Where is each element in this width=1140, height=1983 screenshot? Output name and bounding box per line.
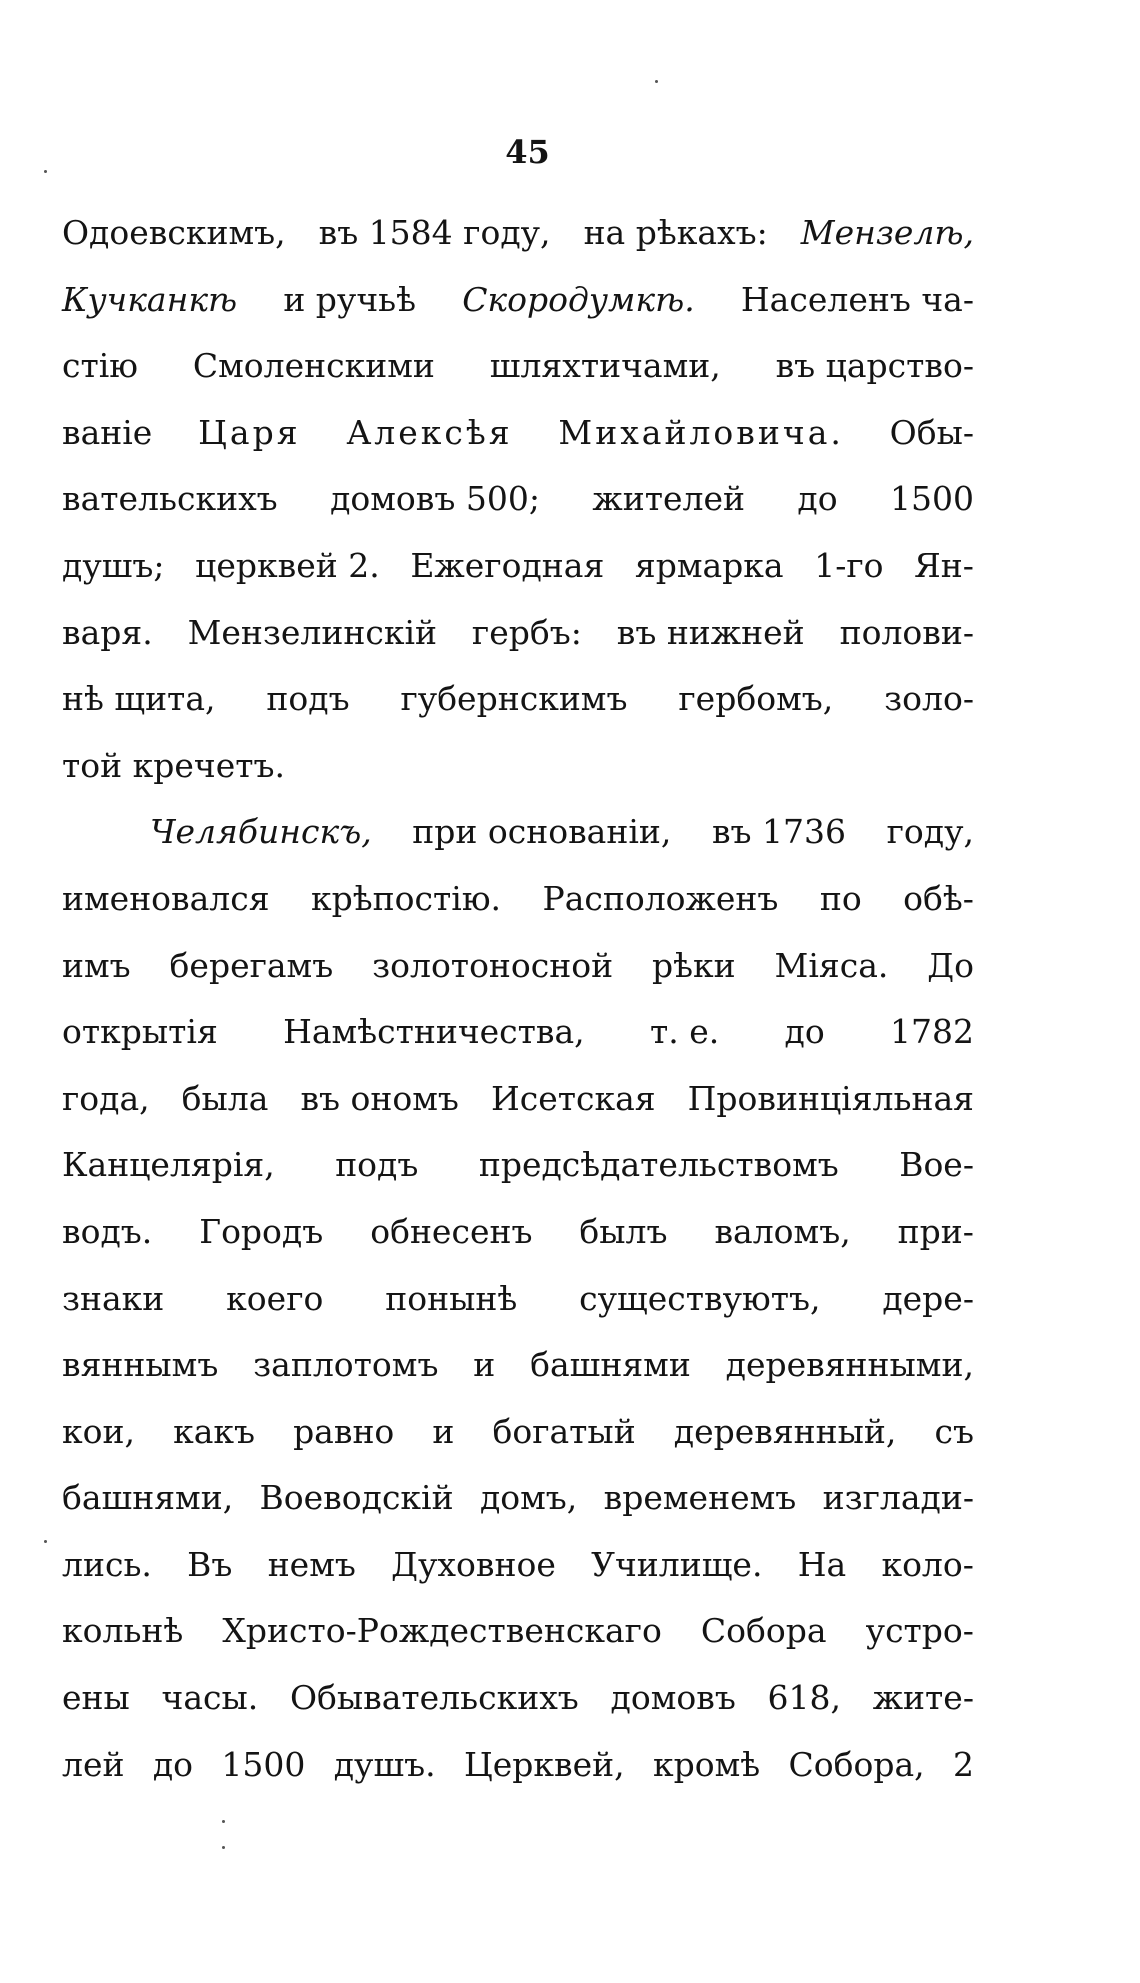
text-segment: жите- xyxy=(872,1678,974,1718)
text-segment: въ нижней xyxy=(616,612,805,652)
text-segment: домовъ 500; xyxy=(330,479,540,519)
text-segment: Собора xyxy=(700,1611,827,1651)
text-segment: какъ xyxy=(173,1411,255,1451)
text-segment: душъ; xyxy=(62,545,165,585)
text-line xyxy=(62,799,974,866)
text-segment: башнями xyxy=(530,1345,691,1385)
text-segment: и xyxy=(432,1411,455,1451)
text-segment: ены xyxy=(62,1678,130,1718)
text-line xyxy=(62,1266,974,1333)
text-segment: рѣки xyxy=(652,945,736,985)
text-segment: золотоносной xyxy=(372,945,614,985)
text-line xyxy=(62,1132,974,1199)
text-line xyxy=(62,1066,974,1133)
text-segment: въ ономъ xyxy=(300,1078,459,1118)
text-segment: до xyxy=(152,1744,194,1784)
text-segment: 2 xyxy=(952,1744,974,1784)
text-segment: при основаніи, xyxy=(412,812,672,852)
body-text xyxy=(62,200,974,1798)
text-line xyxy=(62,1199,974,1266)
text-segment: лись. xyxy=(62,1544,152,1584)
text-segment: Церквей, xyxy=(463,1744,625,1784)
text-segment: ваніе xyxy=(62,412,153,452)
page-number: 45 xyxy=(505,133,550,171)
text-segment: Училище. xyxy=(591,1544,763,1584)
italic-name: Челябинскъ, xyxy=(150,812,372,852)
text-segment: башнями, xyxy=(62,1478,234,1518)
text-line xyxy=(62,866,974,933)
text-segment: До xyxy=(927,945,974,985)
text-segment: Христо-Рождественскаго xyxy=(222,1611,662,1651)
text-segment: и ручьѣ xyxy=(283,279,417,319)
text-segment: въ царство- xyxy=(775,346,974,386)
text-segment: Ежегодная xyxy=(410,545,605,585)
text-segment: подъ xyxy=(335,1145,419,1185)
text-segment: деревянными, xyxy=(725,1345,974,1385)
text-segment: коло- xyxy=(881,1544,974,1584)
text-segment: коего xyxy=(226,1278,324,1318)
text-segment: Міяса. xyxy=(774,945,889,985)
text-segment: Исетская xyxy=(490,1078,656,1118)
text-segment: домовъ xyxy=(610,1678,736,1718)
text-segment: 1500 xyxy=(889,479,974,519)
text-segment: лей xyxy=(62,1744,125,1784)
text-line xyxy=(62,1665,974,1732)
text-segment: немъ xyxy=(267,1544,356,1584)
text-segment: 1-го xyxy=(814,545,884,585)
text-segment: понынѣ xyxy=(385,1278,518,1318)
text-segment: губернскимъ xyxy=(400,679,628,719)
text-segment: Канцелярія, xyxy=(62,1145,275,1185)
text-segment: той кречетъ. xyxy=(62,745,285,785)
text-segment: изглади- xyxy=(822,1478,974,1518)
text-segment: Воеводскій xyxy=(259,1478,454,1518)
text-segment: кольнѣ xyxy=(62,1611,184,1651)
text-segment: и xyxy=(473,1345,496,1385)
text-segment: году, xyxy=(886,812,974,852)
text-line xyxy=(62,933,974,1000)
text-segment: подъ xyxy=(266,679,350,719)
text-segment: была xyxy=(181,1078,269,1118)
text-segment: существуютъ, xyxy=(579,1278,821,1318)
text-segment: вяннымъ xyxy=(62,1345,219,1385)
text-segment: водъ. xyxy=(62,1211,153,1251)
text-segment: Расположенъ xyxy=(542,878,779,918)
text-segment: кои, xyxy=(62,1411,135,1451)
text-segment: жителей xyxy=(592,479,745,519)
text-segment: Городъ xyxy=(199,1211,324,1251)
text-segment: съ xyxy=(934,1411,974,1451)
text-line xyxy=(62,999,974,1066)
text-segment: церквей 2. xyxy=(195,545,380,585)
text-line xyxy=(62,267,974,334)
text-segment: Обы- xyxy=(889,412,974,452)
text-segment: На xyxy=(797,1544,847,1584)
text-segment: на рѣкахъ: xyxy=(583,213,768,252)
text-segment: Намѣстничества, xyxy=(283,1012,585,1052)
text-segment: часы. xyxy=(161,1678,259,1718)
text-segment: Алексѣя xyxy=(346,412,513,452)
print-speck xyxy=(222,1846,225,1849)
text-segment: Михайловича. xyxy=(558,412,844,452)
text-segment: гербомъ, xyxy=(678,679,834,719)
text-segment: 1500 xyxy=(221,1744,306,1784)
text-segment: былъ xyxy=(579,1211,668,1251)
text-segment: въ 1736 xyxy=(711,812,847,852)
text-segment: ярмарка xyxy=(634,545,784,585)
text-segment: шляхтичами, xyxy=(489,346,721,386)
text-segment: деревянный, xyxy=(673,1411,897,1451)
text-segment: варя. xyxy=(62,612,153,652)
text-segment: Въ xyxy=(187,1544,233,1584)
text-segment: золо- xyxy=(884,679,974,719)
text-segment: обнесенъ xyxy=(370,1211,533,1251)
text-segment: заплотомъ xyxy=(253,1345,439,1385)
text-segment: до xyxy=(797,479,838,519)
text-segment: Ян- xyxy=(914,545,974,585)
text-segment: Собора, xyxy=(788,1744,925,1784)
text-segment: 1782 xyxy=(890,1012,974,1052)
text-segment: обѣ- xyxy=(903,878,974,918)
text-segment: предсѣдательствомъ xyxy=(478,1145,839,1185)
print-speck xyxy=(44,1540,47,1543)
text-segment: Одоевскимъ, xyxy=(62,213,286,252)
text-segment: знаки xyxy=(62,1278,165,1318)
text-line xyxy=(62,466,974,533)
text-segment: Царя xyxy=(198,412,301,452)
text-segment: домъ, xyxy=(479,1478,578,1518)
text-segment: равно xyxy=(293,1411,395,1451)
print-speck xyxy=(655,80,658,83)
text-segment: Провинціяльная xyxy=(687,1078,974,1118)
text-line xyxy=(62,666,974,733)
text-line xyxy=(62,533,974,600)
italic-name: Скородумкѣ. xyxy=(462,279,695,319)
text-line xyxy=(62,1332,974,1399)
text-segment: въ 1584 году, xyxy=(318,213,551,252)
text-segment: именовался xyxy=(62,878,270,918)
text-segment: Духовное xyxy=(391,1544,556,1584)
text-segment: при- xyxy=(897,1211,974,1251)
text-segment: Мензелинскій xyxy=(187,612,438,652)
text-segment: по xyxy=(819,878,862,918)
text-segment: Обывательскихъ xyxy=(289,1678,579,1718)
text-segment: дере- xyxy=(882,1278,974,1318)
text-line xyxy=(62,333,974,400)
text-segment: года, xyxy=(62,1078,150,1118)
text-segment: крѣпостію. xyxy=(311,878,502,918)
text-segment: гербъ: xyxy=(471,612,582,652)
text-segment: нѣ щита, xyxy=(62,679,216,719)
text-segment: кромѣ xyxy=(652,1744,761,1784)
text-line xyxy=(62,1732,974,1799)
text-segment: Смоленскими xyxy=(192,346,435,386)
text-line xyxy=(62,1399,974,1466)
text-segment: Населенъ ча- xyxy=(740,279,974,319)
text-line xyxy=(62,1598,974,1665)
print-speck xyxy=(222,1820,225,1823)
italic-name: Мензелѣ, xyxy=(800,213,974,252)
text-segment: устро- xyxy=(865,1611,974,1651)
text-segment: берегамъ xyxy=(169,945,334,985)
text-segment: 618, xyxy=(767,1678,841,1718)
text-segment: временемъ xyxy=(603,1478,797,1518)
text-segment: стію xyxy=(62,346,139,386)
text-segment: имъ xyxy=(62,945,131,985)
text-line xyxy=(62,600,974,667)
text-segment: валомъ, xyxy=(714,1211,851,1251)
text-line xyxy=(62,400,974,467)
text-line xyxy=(62,200,974,267)
text-line xyxy=(62,1532,974,1599)
italic-name: Кучканкѣ xyxy=(62,279,238,319)
text-segment: полови- xyxy=(839,612,974,652)
text-segment: душъ. xyxy=(333,1744,436,1784)
print-speck xyxy=(44,170,47,173)
text-line xyxy=(62,733,974,800)
text-line xyxy=(62,1465,974,1532)
text-segment: богатый xyxy=(492,1411,636,1451)
text-segment: открытія xyxy=(62,1012,218,1052)
text-segment: вательскихъ xyxy=(62,479,278,519)
text-segment: до xyxy=(784,1012,825,1052)
text-segment: т. е. xyxy=(649,1012,720,1052)
text-segment: Вое- xyxy=(899,1145,974,1185)
